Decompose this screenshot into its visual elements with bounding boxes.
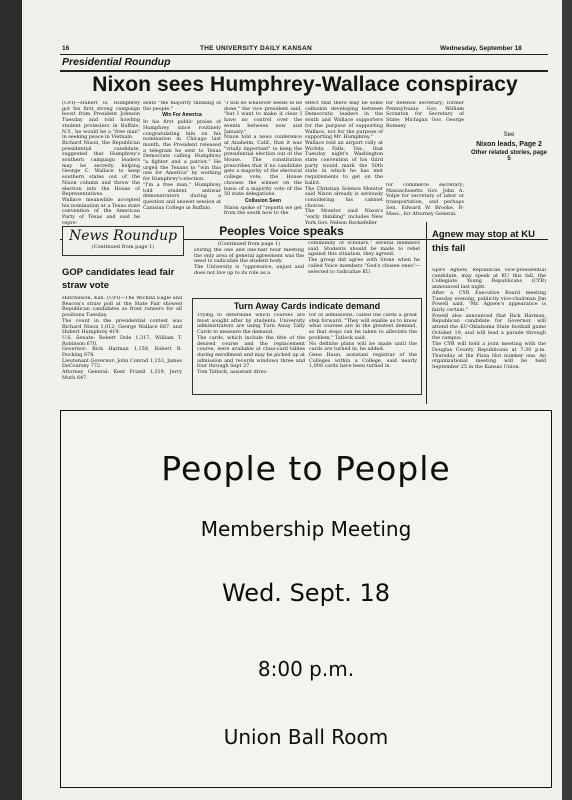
peoples-voice-column-1-text: During the one and one-half hour meeting the only area of general agreement was the need to radicalize the student body. The University is "oppressive, unjust and does not live up to its role as a (194, 248, 304, 276)
page-number: 16 (62, 45, 70, 52)
lead-column-1-text: (UPI)—Hubert H. Humphrey got his first strong campaign boost from President Johnson Tuesday and told howling student protesters in Buffalo, N.Y., he would be a "free man" in seeking peace in Vietnam. Richard Nixon, the Republican presidential candidate, suggested that Humphrey's southern campaign leaders may be secretly helping George C. Wallace to keep southern states out of the Nixon column and throw the election into the House of Representatives. Wallace meanwhile accepted his nomination at a Texas state convention of the American Party of Texas and said he repre- (62, 101, 140, 226)
lead-column-3 (224, 101, 302, 236)
lead-column-3b-text: Nixon spoke of "reports we get from the south now to the (224, 204, 302, 217)
agnew-headline: Agnew may stop at KU this fall (432, 229, 535, 254)
lead-column-2 (143, 101, 221, 236)
ad-subtitle: Membership Meeting (200, 517, 412, 541)
agnew-story-text: Spiro Agnew, Republican vice-presidential candidate, may speak at KU this fall, the Collegiate Young Republicans (CYR) announced last night. After a CYR Executive Board meeting Tuesday evening, publicity vice-chairman Jim Powell said, "Mr. Agnew's appearance is fairly certain." Powell also announced that Rick Harman, Republican candidate for Governor, will attend the KU-Oklahoma State football game October 19, and will lead a parade through the campus. The CYR will hold a joint meeting with the Douglas County Republicans at 7:30 p.m. Thursday at the Pizza Hut number one. An organizational meeting will be held September 25 in the Kansas Union. (432, 268, 546, 370)
news-roundup-cont: (Continued from page 1) (91, 244, 155, 250)
turn-away-column-1 (197, 313, 305, 393)
lead-subhead-win: Win For America (162, 112, 202, 119)
paper-name: THE UNIVERSITY DAILY KANSAN (200, 45, 312, 52)
news-roundup-box (62, 226, 184, 256)
lead-column-5 (386, 101, 464, 129)
see-label: See (503, 132, 515, 138)
issue-date: Wednesday, September 18 (440, 45, 522, 52)
see-link-other[interactable]: Other related stories, page 5 (470, 150, 548, 162)
lead-column-5-text: for defense secretary; former Pennsylvania Gov. William Scranton for Secretary of State; Michigan Gov. George Romney (386, 101, 464, 129)
lead-column-4 (305, 101, 383, 236)
ad-title: People to People (161, 449, 451, 488)
ad-time: 8:00 p.m. (257, 657, 355, 681)
column-rule (426, 222, 427, 404)
gop-story (62, 296, 182, 381)
peoples-voice-column-1 (194, 248, 304, 292)
turn-away-column-2-text: tor of admissions, called the cards a great step forward. "They will enable us to know what courses are in the greatest demand, so that steps can be taken to alleviate the problem," Tatlock said. No definite plans will be made until the cards are turned in, he added. Gene Haun, assistant registrar of the Colleges within a College, said nearly 1,000 cards have been turned in. (309, 313, 417, 370)
lead-column-1 (62, 101, 140, 236)
gop-story-text: Hutchinson, Kan. (UPI)—The Wichita Eagle and Beacon's straw poll at the State Fair showed Republican candidates as front runners for all positions Tuesday. The count in the presidential contest was Richard Nixon 1,012, George Wallace 687, and Hubert Humphrey 419. U.S. Senate: Robert Dole 1,317, William T. Robinson 670. Governor: Rick Harman 1,158, Robert B. Docking 878. Lieutenant Governor: John Conrad 1,153, James DeCoursey 772. Attorney General: Kent Frizell 1,319, Jerry Muth 647. (62, 296, 182, 381)
ad-location: Union Ball Room (223, 725, 389, 749)
agnew-story (432, 268, 546, 406)
see-link-nixon[interactable]: Nixon leads, Page 2 (476, 141, 542, 148)
lead-column-3-text: "I will do whatever needs to be done," the vice president said, "but I want to make it clear I have no control over the events between now and January." Nixon told a news conference at Anaheim, Calif., that it was "vitally important" to keep the presidential election out of the House. The constitution prescribes that if no candidate gets a majority of the electoral college vote, the House chooses the winner on the basis of a majority vote of the 50 state delegations. (224, 101, 302, 198)
turn-away-column-2 (309, 313, 417, 393)
turn-away-column-1-text: Trying to determine which courses are most sought after by students, University administrators are using Turn Away Tally Cards to measure the demand. The cards, which include the title of the desired course and the replacement course, were available at class-card tables during enrollment and may be picked up at admission and records windows three and four through Sept 27. Tom Tatlock, assistant direc- (197, 313, 305, 376)
lead-subhead-collusion: Collusion Seen (244, 197, 282, 204)
turn-away-box (192, 298, 422, 395)
folio-rule (60, 54, 548, 55)
lead-column-2b-text: In his first public praise of Humphrey since routinely congratulating him on his nomination in Chicago last month, the President released a telegram he sent to Texas Democrats calling Humphrey "a fighter and a patriot." He urged the Texans to "win this one for America" by working for Humphrey's election. "I'm a free man," Humphrey told student antiwar demonstrators during a question and answer session at Canisius College in Buffalo. (143, 119, 221, 211)
peoples-voice-cont: (Continued from page 1) (217, 241, 281, 247)
section-rule (60, 70, 548, 72)
people-to-people-ad (60, 410, 552, 788)
peoples-voice-column-2 (308, 241, 420, 291)
news-roundup-title: News Roundup (69, 228, 178, 244)
see-box (470, 102, 548, 162)
peoples-voice-headline: Peoples Voice speaks (219, 224, 344, 238)
section-title: Presidential Roundup (62, 56, 171, 68)
peoples-voice-column-2-text: community of scholars," several members said. Students should be made to rebel against this situation, they agreed. The group did agree with Stone when he called Voice members "God's chosen ones"—selected to radicalize KU. (308, 241, 420, 275)
page-edge (562, 0, 572, 800)
gop-headline: GOP candidates lead fair straw vote (62, 267, 175, 291)
lead-column-5b-text: for commerce secretary; Massachusetts Gov. John A. Volpe for secretary of labor or transportation, and perhaps Sen. Edward W. Brooke, R-Mass., for Attorney General. (386, 183, 464, 217)
lead-column-2-text: sents "the majority thinking of the people." (143, 101, 221, 112)
lead-column-4-text: effect that there may be some collusion developing between Democratic leaders in the south and Wallace supporters for the purpose of supporting Wallace, not for the purpose of supporting Mr. Humphrey." Wallace told an airport rally at Wichita Falls, Tex., that Tuesday night's Washington state convention of his third party would mark the 50th state in which he has met requirements to get on the ballot. The Christian Science Monitor said Nixon already is seriously considering his cabinet choices. The Monitor said Nixon's "early thinking" includes New York Gov. Nelson Rockefeller (305, 101, 383, 226)
page-spine (0, 0, 22, 800)
lead-headline: Nixon sees Humphrey-Wallace conspiracy (92, 73, 518, 96)
ad-date: Wed. Sept. 18 (221, 579, 391, 607)
turn-away-headline: Turn Away Cards indicate demand (233, 301, 381, 311)
